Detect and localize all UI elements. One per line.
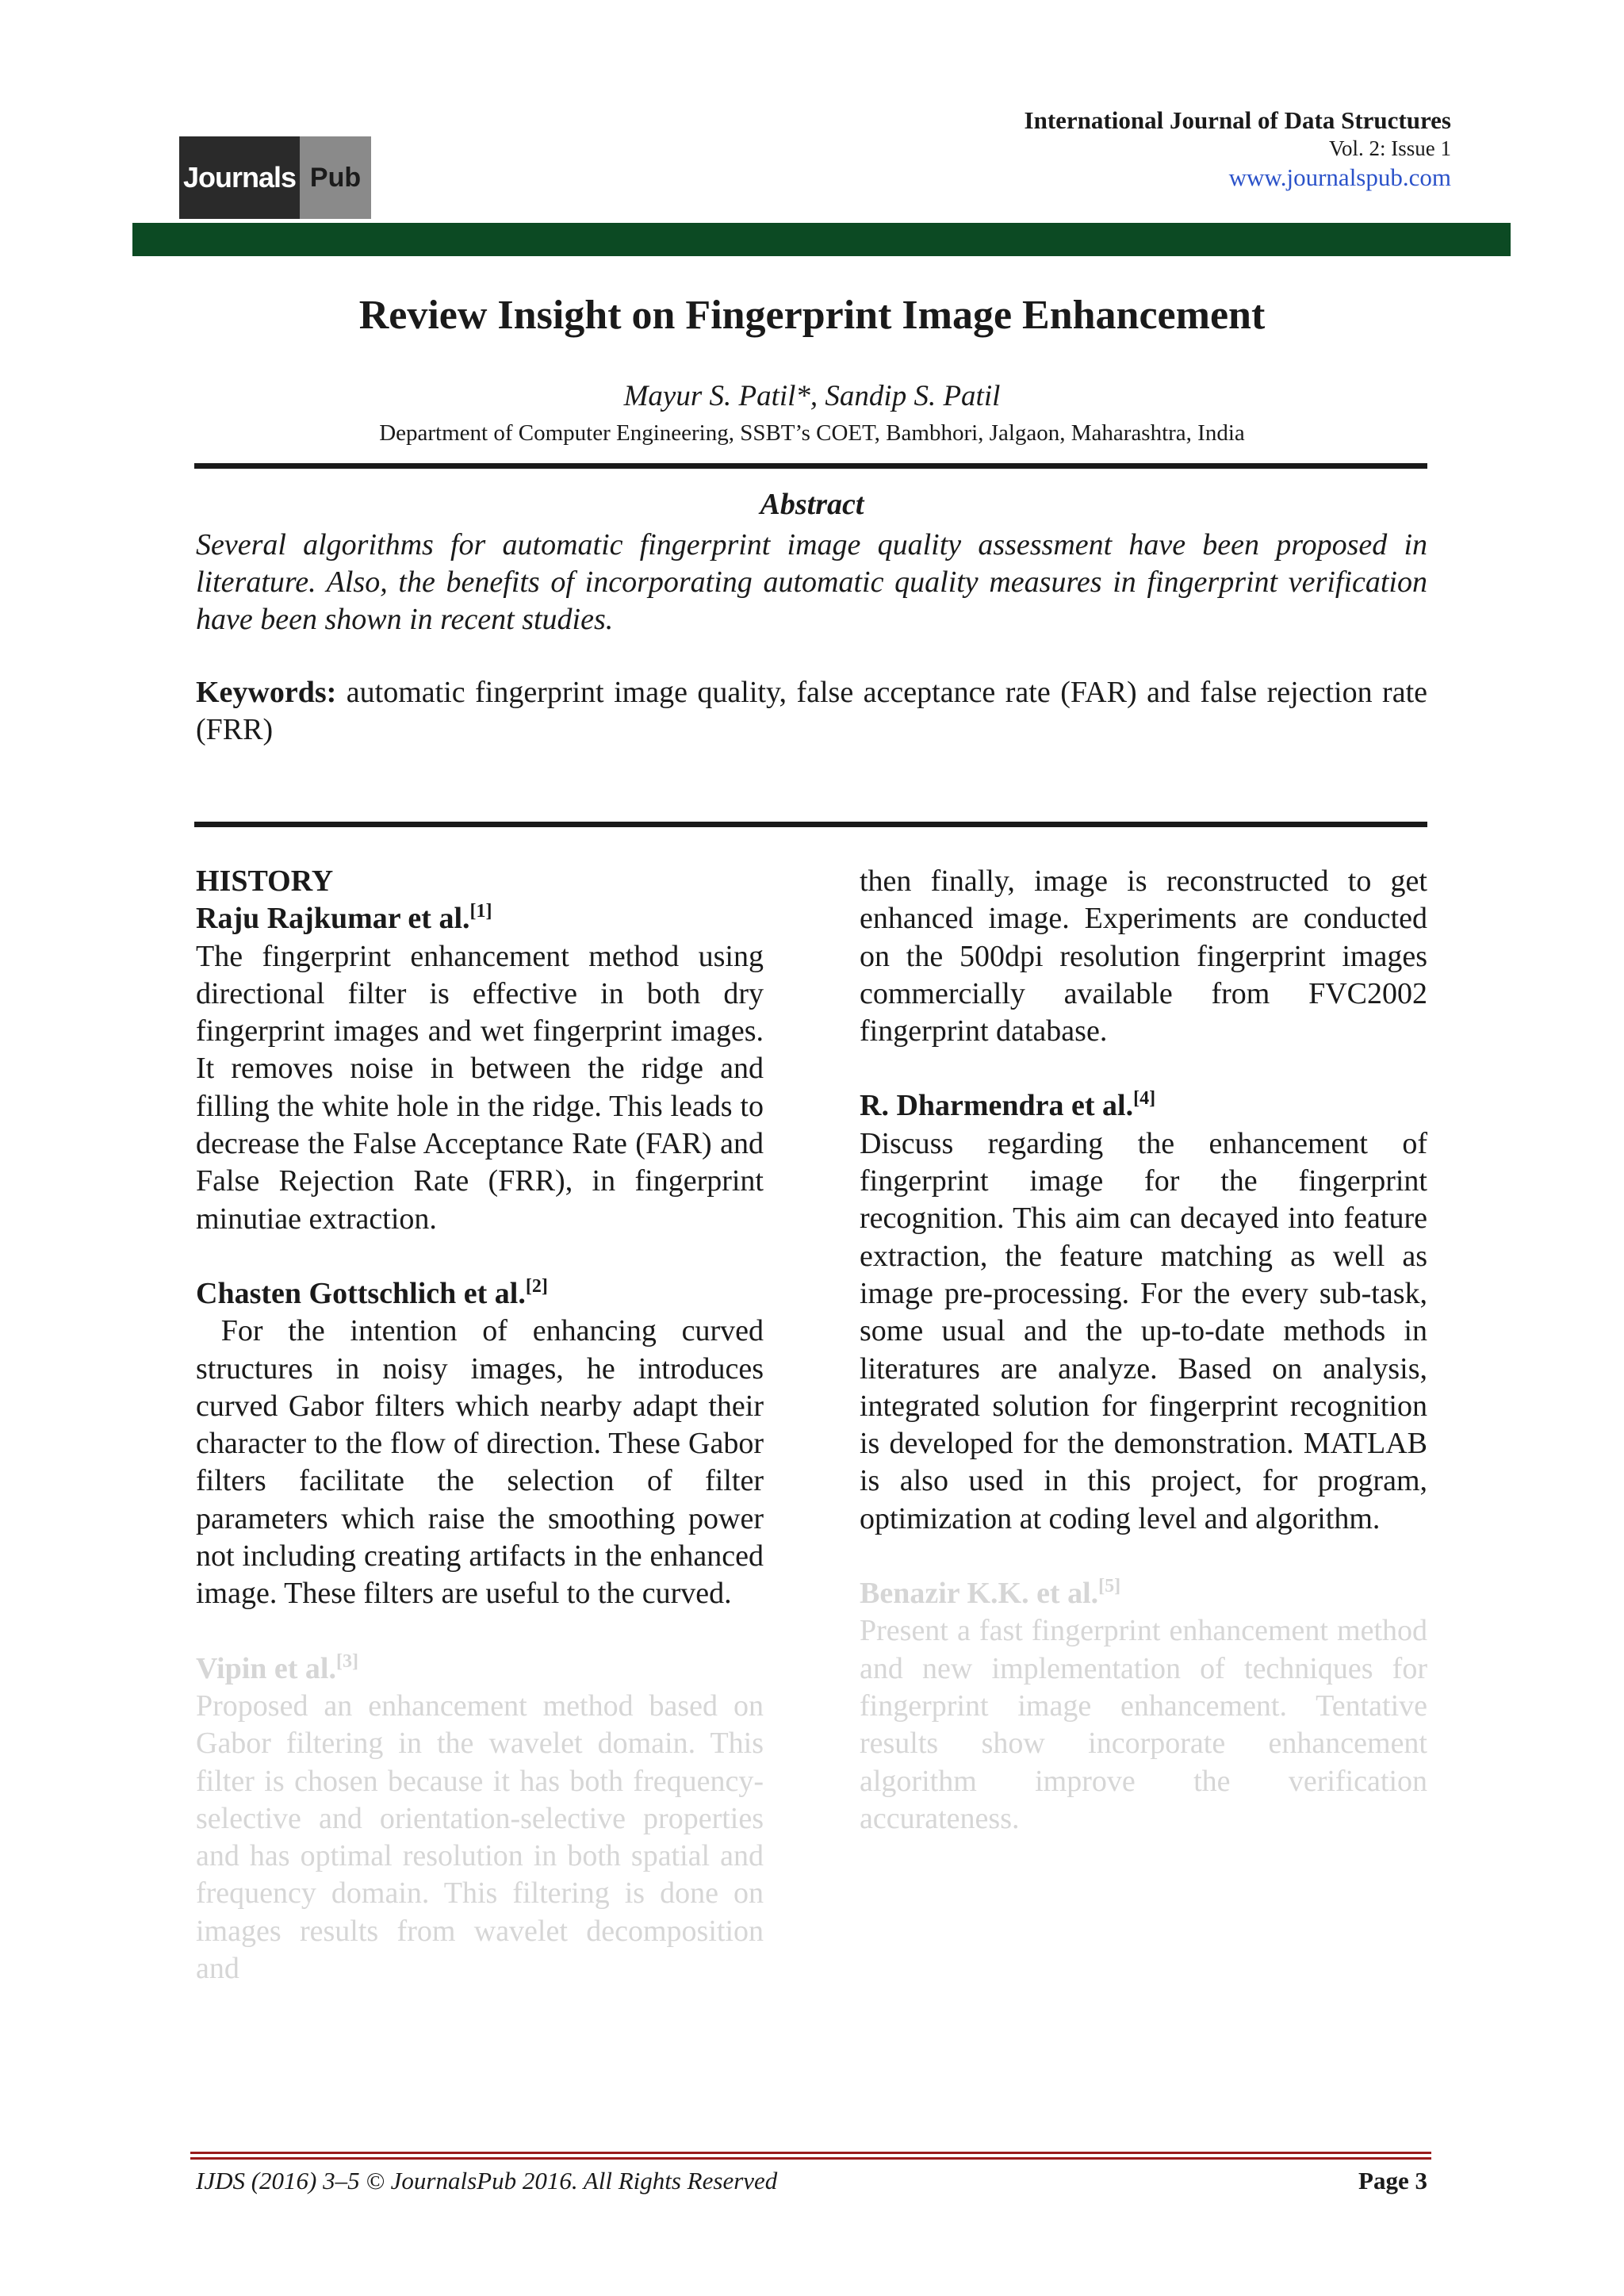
entry-text-4: Discuss regarding the enhancement of fingerprint image for the fingerprint recognition. This aim can decayed into feature extraction, the feature matching as well as image pre-processing. For the every sub-task, some usual and the up-to-date methods in literatures are analyze. Based on analysis, integrated solution for fingerprint recognition is developed for the demonstration. MATLAB is also used in this project, for program, optimization at coding level and algorithm. xyxy=(860,1126,1427,1535)
citation-ref-3[interactable]: [3] xyxy=(336,1650,358,1672)
abstract-heading: Abstract xyxy=(760,488,864,521)
citation-ref-5[interactable]: [5] xyxy=(1098,1576,1121,1597)
authors: Mayur S. Patil*, Sandip S. Patil xyxy=(623,380,1001,412)
keywords-text: automatic fingerprint image quality, false acceptance rate (FAR) and false rejection rate (FRR) xyxy=(196,676,1427,746)
section-heading-history: HISTORY xyxy=(196,864,334,898)
entry-text-2: For the intention of enhancing curved structures in noisy images, he introduces curved Gabor filters which nearby adapt their character to the flow of direction. These Gabor filters facilitate the selection of filter parameters which raise the smoothing power not including creating artifacts in the enhanced image. These filters are useful to the curved. xyxy=(196,1314,764,1611)
paper-title: Review Insight on Fingerprint Image Enhancement xyxy=(358,293,1266,338)
citation-ref-4[interactable]: [4] xyxy=(1133,1088,1156,1110)
header-bar xyxy=(132,223,1511,256)
journal-url-link[interactable]: www.journalspub.com xyxy=(1228,163,1451,191)
footer-citation: IJDS (2016) 3–5 © JournalsPub 2016. All Rights Reserved xyxy=(196,2167,778,2194)
entry-text-3-continued: then finally, image is reconstructed to get enhanced image. Experiments are conducted on the 500dpi resolution fingerprint images commercially available from FVC2002 fingerprint database. xyxy=(860,864,1427,1048)
entry-author-5: Benazir K.K. et al.[5] xyxy=(860,1576,1121,1611)
citation-ref-2[interactable]: [2] xyxy=(525,1275,548,1297)
divider-bottom xyxy=(194,822,1427,827)
abstract-text: Several algorithms for automatic fingerprint image quality assessment have been proposed in literature. Also, the benefits of incorporating automatic quality measures in fingerprint verification have been shown in recent studies. xyxy=(196,528,1427,636)
entry-author-3: Vipin et al.[3] xyxy=(196,1650,358,1685)
logo-word-journals: Journals xyxy=(182,161,297,194)
entry-text-1: The fingerprint enhancement method using directional filter is effective in both dry fingerprint images and wet fingerprint images. It removes noise in between the ridge and filling the white hole in the ridge. This leads to decrease the False Acceptance Rate (FAR) and False Rejection Rate (FRR), in fingerprint minutiae extraction. xyxy=(196,939,764,1236)
citation-ref-1[interactable]: [1] xyxy=(469,901,492,922)
entry-5-faded xyxy=(860,1575,1427,1838)
column-left xyxy=(196,863,764,1987)
entry-text-5: Present a fast fingerprint enhancement method and new implementation of techniques for fingerprint image enhancement. Tentative results show incorporate enhancement algorithm improve the verification accurateness. xyxy=(860,1614,1427,1835)
journal-logo xyxy=(179,136,371,219)
logo-word-pub: Pub xyxy=(300,136,371,219)
entry-author-2: Chasten Gottschlich et al.[2] xyxy=(196,1275,548,1310)
page-number: Page 3 xyxy=(1358,2167,1427,2194)
entry-text-3: Proposed an enhancement method based on Gabor filtering in the wavelet domain. This filter is chosen because it has both frequency-selective and orientation-selective properties and has optimal resolution in both spatial and frequency domain. This filtering is done on images results from wavelet decomposition and xyxy=(196,1688,764,1986)
affiliation: Department of Computer Engineering, SSBT’s COET, Bambhori, Jalgaon, Maharashtra, India xyxy=(379,420,1245,446)
entry-3-faded xyxy=(196,1650,764,1988)
divider-top xyxy=(194,463,1427,469)
keywords xyxy=(196,674,1427,749)
entry-author-4: R. Dharmendra et al.[4] xyxy=(860,1088,1156,1123)
column-right xyxy=(860,863,1427,1838)
footer-divider xyxy=(190,2152,1431,2160)
keywords-label: Keywords: xyxy=(196,676,337,709)
entry-author-1: Raju Rajkumar et al.[1] xyxy=(196,901,492,936)
journal-issue: Vol. 2: Issue 1 xyxy=(1328,136,1451,160)
journal-name: International Journal of Data Structures xyxy=(1024,106,1451,134)
